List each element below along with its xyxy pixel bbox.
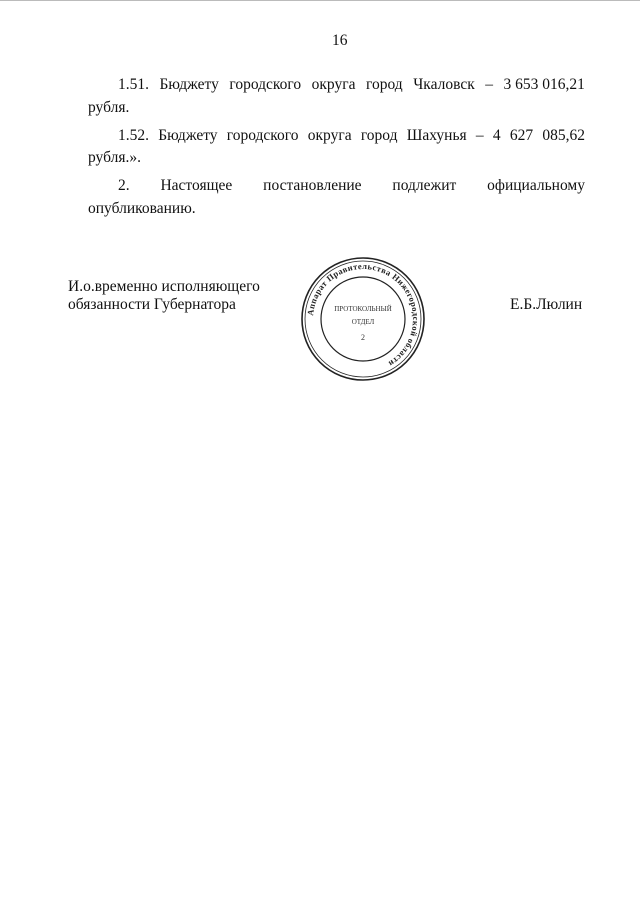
- paragraph-2: [118, 177, 585, 195]
- word: 627: [509, 127, 534, 144]
- word: округа: [307, 127, 352, 144]
- item-number: 1.52.: [118, 127, 149, 144]
- seal-center-line1: ПРОТОКОЛЬНЫЙ: [334, 305, 392, 313]
- word: официальному: [487, 177, 585, 194]
- word: город: [366, 76, 403, 93]
- word: город: [360, 127, 398, 144]
- page-number: 16: [332, 32, 348, 49]
- seal-center-line2: ОТДЕЛ: [351, 318, 375, 326]
- word: городского: [226, 127, 299, 144]
- word: 085,62: [542, 127, 585, 144]
- word: Шахунья: [406, 127, 467, 144]
- paragraph-continuation: опубликованию.: [88, 200, 196, 217]
- paragraph-continuation: рубля.».: [88, 149, 141, 166]
- paragraph-1-51: [118, 76, 585, 94]
- paragraph-continuation: рубля.: [88, 99, 130, 116]
- item-number: 2.: [118, 177, 130, 194]
- word: 4: [492, 127, 501, 144]
- item-number: 1.51.: [118, 76, 149, 93]
- scan-edge: [0, 0, 640, 1]
- word: подлежит: [392, 177, 457, 194]
- word: постановление: [263, 177, 362, 194]
- seal-ring-text: Аппарат Правительства Нижегородской области: [305, 260, 422, 370]
- word: –: [485, 76, 494, 93]
- word: округа: [311, 76, 356, 93]
- signatory-name: Е.Б.Люлин: [510, 296, 583, 313]
- word: Бюджету: [159, 76, 219, 93]
- word: Чкаловск: [413, 76, 475, 93]
- amount: 3 653 016,21: [503, 76, 585, 93]
- signatory-position-line2: обязанности Губернатора: [68, 296, 236, 313]
- word: Настоящее: [160, 177, 233, 194]
- paragraph-1-52: [118, 127, 585, 145]
- official-seal-stamp: [300, 256, 426, 382]
- seal-number: 2: [361, 333, 365, 342]
- word: Бюджету: [158, 127, 218, 144]
- word: городского: [229, 76, 302, 93]
- signatory-position-line1: И.о.временно исполняющего: [68, 278, 260, 295]
- word: –: [475, 127, 484, 144]
